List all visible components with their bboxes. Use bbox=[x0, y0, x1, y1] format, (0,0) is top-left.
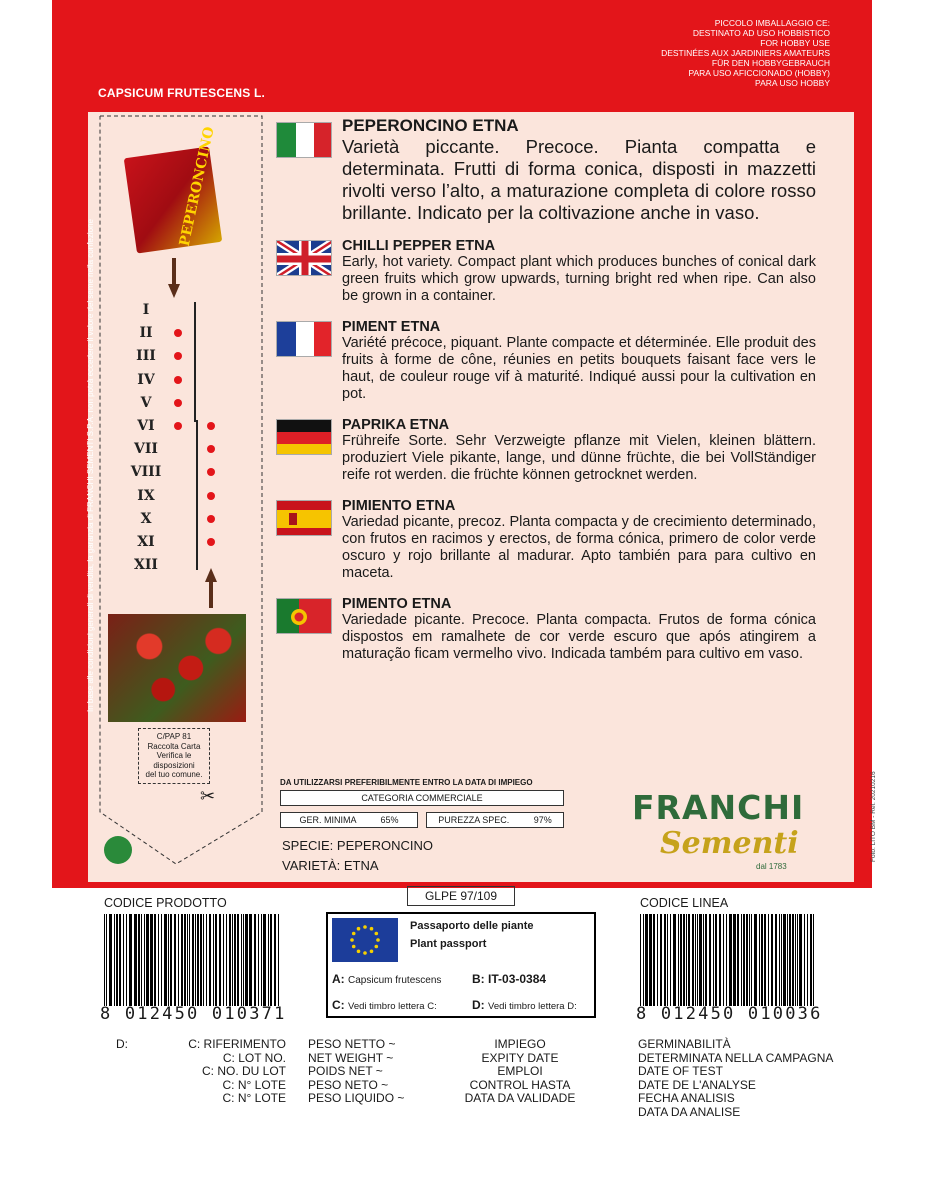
col2-line: PESO NETTO ~ bbox=[308, 1037, 396, 1051]
barcode-bar bbox=[223, 914, 224, 1006]
month-IX: IX bbox=[137, 487, 155, 504]
col2-line: PESO NETO ~ bbox=[308, 1077, 389, 1092]
product-barcode-digits: 8 012450 010371 bbox=[100, 1004, 287, 1024]
barcode-bar bbox=[649, 914, 650, 1006]
passport-a-label: A: bbox=[332, 972, 345, 986]
col4-line: DATA DA ANALISE bbox=[638, 1104, 741, 1119]
month-XI: XI bbox=[137, 534, 155, 550]
barcode-bar bbox=[751, 914, 753, 1006]
barcode-bar bbox=[741, 914, 742, 1006]
col2-line: PESO LIQUIDO ~ bbox=[308, 1091, 405, 1105]
barcode-bar bbox=[144, 914, 146, 1006]
barcode-bar bbox=[759, 914, 760, 1006]
barcode-bar bbox=[168, 914, 169, 1006]
col3-line: EXPITY DATE bbox=[481, 1050, 559, 1065]
barcode-bar bbox=[667, 914, 668, 1006]
barcode-bar bbox=[749, 914, 750, 1006]
lot-labels bbox=[170, 1038, 286, 1106]
variety-description-es: Variedad picante, precoz. Planta compacta y de crecimiento determinado, con frutos en racimos y erectos, de forma cónica, primero de color verde oscuro y rojo brillante al madurar. Apto también para para cultivo en maceta. bbox=[342, 514, 816, 581]
barcode-bar bbox=[746, 914, 748, 1006]
barcode-bar bbox=[705, 914, 707, 1006]
barcode-bar bbox=[209, 914, 211, 1006]
barcode-bar bbox=[141, 914, 142, 1006]
variety-title-en: CHILLI PEPPER ETNA bbox=[342, 238, 496, 254]
product-code-label: CODICE PRODOTTO bbox=[104, 896, 227, 910]
barcode-bar bbox=[761, 914, 763, 1006]
barcode-bar bbox=[203, 914, 204, 1006]
lang-block-pt bbox=[276, 596, 816, 663]
barcode-bar bbox=[134, 914, 135, 1006]
col1-line: C: RIFERIMENTO bbox=[188, 1037, 286, 1051]
barcode-bar bbox=[754, 914, 756, 1006]
col4-line: DATE OF TEST bbox=[638, 1064, 723, 1078]
month-VII: VII bbox=[134, 441, 158, 458]
barcode-bar bbox=[699, 914, 701, 1006]
col3-line: CONTROL HASTA bbox=[469, 1077, 571, 1092]
barcode-bar bbox=[181, 914, 183, 1006]
date-labels bbox=[450, 1038, 590, 1106]
recycle-line: Verifica le bbox=[156, 751, 192, 760]
col1-line: C: N° LOTE bbox=[222, 1091, 286, 1105]
barcode-bar bbox=[184, 914, 186, 1006]
recycle-line: C/PAP 81 bbox=[156, 732, 192, 741]
barcode-bar bbox=[787, 914, 788, 1006]
barcode-bar bbox=[807, 914, 809, 1006]
peppers-photo bbox=[108, 614, 246, 722]
barcode-bar bbox=[743, 914, 745, 1006]
flag-es-icon bbox=[276, 500, 332, 536]
lang-block-es bbox=[276, 498, 816, 582]
pack-label: PEPERONCINO bbox=[176, 125, 218, 248]
month-I: I bbox=[142, 302, 150, 318]
harvest-line bbox=[196, 420, 198, 570]
barcode-bar bbox=[789, 914, 791, 1006]
barcode-bar bbox=[213, 914, 214, 1006]
barcode-bar bbox=[123, 914, 124, 1006]
barcode-bar bbox=[645, 914, 647, 1006]
passport-b-value: IT-03-0384 bbox=[488, 972, 547, 986]
barcode-bar bbox=[104, 914, 105, 1006]
barcode-bar bbox=[187, 914, 188, 1006]
barcode-bar bbox=[151, 914, 153, 1006]
month-II: II bbox=[139, 325, 153, 342]
barcode-bar bbox=[158, 914, 159, 1006]
col3-line: DATA DA VALIDADE bbox=[464, 1091, 576, 1105]
col4-line: FECHA ANALISIS bbox=[638, 1091, 735, 1105]
harvest-dot bbox=[207, 538, 215, 546]
hobby-line: PICCOLO IMBALLAGGIO CE: bbox=[714, 18, 830, 28]
col2-line: NET WEIGHT ~ bbox=[308, 1050, 394, 1065]
hobby-line: DESTINATO AD USO HOBBISTICO bbox=[692, 28, 830, 38]
barcode-bar bbox=[249, 914, 250, 1006]
barcode-bar bbox=[229, 914, 231, 1006]
warranty-note: In base alle condizioni generali di vendita, la garanzia di FRANCHI SEMENTI S.P.A. non potrà eccedere il valore del seme nella confezione bbox=[86, 218, 95, 712]
barcode-bar bbox=[232, 914, 233, 1006]
barcode-bar bbox=[783, 914, 785, 1006]
month-VIII: VIII bbox=[130, 464, 162, 481]
barcode-bar bbox=[274, 914, 276, 1006]
sowing-dot bbox=[174, 376, 182, 384]
barcode-bar bbox=[270, 914, 272, 1006]
month-XII: XII bbox=[134, 557, 158, 574]
barcode-bar bbox=[254, 914, 256, 1006]
barcode-bar bbox=[697, 914, 699, 1006]
barcode-bar bbox=[215, 914, 217, 1006]
recycle-line: Raccolta Carta bbox=[147, 741, 201, 751]
barcode-bar bbox=[129, 914, 131, 1006]
barcode-bar bbox=[195, 914, 196, 1006]
passport-c-label: C: bbox=[332, 998, 345, 1012]
germination-value: 65% bbox=[380, 815, 399, 825]
scissors-icon: ✂ bbox=[200, 786, 216, 806]
barcode-bar bbox=[664, 914, 666, 1006]
barcode-bar bbox=[146, 914, 148, 1006]
variety-description-pt: Variedade picante. Precoce. Planta compacta. Frutos de forma cónica dispostos em ramalhete de cor verde escuro que após atingirem a maturação ficam vermelho vivo. Indicada também para cultivo em vaso. bbox=[342, 612, 816, 662]
barcode-bar bbox=[695, 914, 696, 1006]
barcode-bar bbox=[660, 914, 662, 1006]
barcode-bar bbox=[810, 914, 812, 1006]
analysis-labels bbox=[638, 1038, 833, 1119]
barcode-bar bbox=[268, 914, 269, 1006]
barcode-bar bbox=[764, 914, 766, 1006]
barcode-bar bbox=[109, 914, 111, 1006]
barcode-bar bbox=[106, 914, 108, 1006]
variety-title-it: PEPERONCINO ETNA bbox=[342, 116, 519, 135]
brand-name: FRANCHI bbox=[632, 788, 805, 827]
barcode-bar bbox=[709, 914, 711, 1006]
barcode-bar bbox=[197, 914, 199, 1006]
hobby-line: FÜR DEN HOBBYGEBRAUCH bbox=[711, 58, 830, 68]
barcode-bar bbox=[781, 914, 783, 1006]
barcode-bar bbox=[138, 914, 140, 1006]
recycle-line: disposizioni bbox=[153, 760, 195, 770]
harvest-dot bbox=[207, 422, 215, 430]
barcode-bar bbox=[261, 914, 263, 1006]
barcode-bar bbox=[114, 914, 115, 1006]
barcode-bar bbox=[680, 914, 682, 1006]
franchi-logo bbox=[632, 788, 822, 878]
hobby-use-notice bbox=[661, 18, 830, 88]
harvest-dot bbox=[207, 515, 215, 523]
barcode-bar bbox=[792, 914, 794, 1006]
barcode-bar bbox=[258, 914, 259, 1006]
barcode-bar bbox=[150, 914, 151, 1006]
hobby-line: PARA USO HOBBY bbox=[755, 78, 830, 88]
green-dot-icon bbox=[104, 836, 132, 864]
barcode-bar bbox=[178, 914, 179, 1006]
barcode-bar bbox=[116, 914, 118, 1006]
barcode-bar bbox=[726, 914, 728, 1006]
sowing-line bbox=[194, 302, 196, 422]
barcode-bar bbox=[119, 914, 121, 1006]
barcode-bar bbox=[729, 914, 731, 1006]
variety-line: VARIETÀ: ETNA bbox=[282, 858, 379, 873]
barcode-bar bbox=[692, 914, 694, 1006]
barcode-bar bbox=[640, 914, 641, 1006]
barcode-bar bbox=[688, 914, 690, 1006]
print-reference: Foto: LITO BM - Rel. 20210216 bbox=[870, 771, 877, 862]
barcode-bar bbox=[154, 914, 156, 1006]
sowing-dot bbox=[174, 399, 182, 407]
barcode-bar bbox=[715, 914, 717, 1006]
barcode-bar bbox=[683, 914, 685, 1006]
eu-flag-icon bbox=[332, 918, 398, 962]
hobby-line: PARA USO AFICCIONADO (HOBBY) bbox=[688, 68, 830, 78]
passport-a-value: Capsicum frutescens bbox=[348, 975, 442, 986]
barcode-bar bbox=[206, 914, 208, 1006]
barcode-bar bbox=[250, 914, 252, 1006]
category-box: CATEGORIA COMMERCIALE bbox=[280, 790, 564, 806]
lang-block-en bbox=[276, 238, 816, 305]
sowing-dot bbox=[174, 422, 182, 430]
flag-en-icon bbox=[276, 240, 332, 276]
line-code-label: CODICE LINEA bbox=[640, 896, 729, 910]
glpe-code: GLPE 97/109 bbox=[407, 886, 515, 906]
barcode-bar bbox=[278, 914, 279, 1006]
barcode-bar bbox=[713, 914, 714, 1006]
barcode-bar bbox=[813, 914, 814, 1006]
brand-since: dal 1783 bbox=[756, 862, 787, 871]
barcode-bar bbox=[795, 914, 796, 1006]
barcode-bar bbox=[126, 914, 128, 1006]
variety-description-it: Varietà piccante. Precoce. Pianta compatta e determinata. Frutti di forma conica, disposti in mazzetti rivolti verso l’alto, a maturazione completa di colore rosso brillante. Indicato per la coltivazione anche in vaso. bbox=[342, 136, 816, 223]
col3-line: IMPIEGO bbox=[494, 1037, 546, 1051]
col3-line: EMPLOI bbox=[497, 1064, 543, 1078]
flag-it-icon bbox=[276, 122, 332, 158]
arrow-down-icon bbox=[168, 258, 180, 298]
brand-script: Sementi bbox=[660, 826, 799, 861]
col4-line: DATE DE L'ANALYSE bbox=[638, 1077, 756, 1092]
purity-value: 97% bbox=[533, 815, 552, 825]
harvest-dot bbox=[207, 492, 215, 500]
barcode-bar bbox=[219, 914, 221, 1006]
barcode-bar bbox=[686, 914, 687, 1006]
barcode-bar bbox=[170, 914, 172, 1006]
barcode-bar bbox=[678, 914, 679, 1006]
recycle-line: del tuo comune. bbox=[145, 770, 203, 779]
barcode-bar bbox=[650, 914, 652, 1006]
purity-label: PUREZZA SPEC. bbox=[438, 815, 510, 825]
passport-title-it: Passaporto delle piante bbox=[410, 920, 534, 932]
barcode-bar bbox=[241, 914, 242, 1006]
hobby-line: DESTINÉES AUX JARDINIERS AMATEURS bbox=[661, 48, 830, 58]
barcode-bar bbox=[734, 914, 736, 1006]
hobby-line: FOR HOBBY USE bbox=[760, 38, 830, 48]
specie-line: SPECIE: PEPERONCINO bbox=[282, 838, 433, 853]
bottom-d-label: D: bbox=[116, 1037, 128, 1051]
variety-description-fr: Variété précoce, piquant. Plante compacte et déterminée. Elle produit des fruits à forme de cône, réunies en petits bouquets faisant face vers le haut, de couleur rouge vif à maturité. Indiqué aussi pour la cultivation en pot. bbox=[342, 335, 816, 402]
passport-d-label: D: bbox=[472, 998, 485, 1012]
use-by-note: DA UTILIZZARSI PREFERIBILMENTE ENTRO LA DATA DI IMPIEGO bbox=[280, 778, 533, 787]
barcode-bar bbox=[643, 914, 645, 1006]
month-VI: VI bbox=[137, 418, 155, 434]
passport-title-en: Plant passport bbox=[410, 938, 487, 950]
seed-pack-thumbnail bbox=[124, 125, 223, 253]
barcode-bar bbox=[737, 914, 739, 1006]
product-barcode bbox=[104, 914, 280, 1006]
barcode-bar bbox=[670, 914, 672, 1006]
barcode-bar bbox=[135, 914, 137, 1006]
month-V: V bbox=[140, 394, 152, 411]
line-barcode bbox=[640, 914, 816, 1006]
variety-title-fr: PIMENT ETNA bbox=[342, 319, 441, 335]
arrow-up-icon bbox=[205, 568, 217, 608]
barcode-bar bbox=[673, 914, 675, 1006]
variety-title-de: PAPRIKA ETNA bbox=[342, 417, 450, 433]
col2-line: POIDS NET ~ bbox=[308, 1064, 383, 1078]
lang-block-fr bbox=[276, 319, 816, 403]
barcode-bar bbox=[245, 914, 247, 1006]
barcode-bar bbox=[237, 914, 239, 1006]
barcode-bar bbox=[189, 914, 191, 1006]
col1-line: C: N° LOTE bbox=[222, 1077, 286, 1092]
flag-fr-icon bbox=[276, 321, 332, 357]
barcode-bar bbox=[174, 914, 176, 1006]
barcode-bar bbox=[719, 914, 721, 1006]
barcode-bar bbox=[243, 914, 245, 1006]
barcode-bar bbox=[797, 914, 799, 1006]
month-III: III bbox=[136, 348, 156, 365]
barcode-bar bbox=[771, 914, 773, 1006]
weight-labels bbox=[308, 1038, 404, 1106]
barcode-bar bbox=[723, 914, 724, 1006]
barcode-bar bbox=[733, 914, 734, 1006]
barcode-bar bbox=[200, 914, 202, 1006]
variety-title-pt: PIMENTO ETNA bbox=[342, 596, 452, 612]
variety-description-en: Early, hot variety. Compact plant which produces bunches of conical dark green fruits which grow upwards, turning bright red when ripe. Can also be grown in a container. bbox=[342, 254, 816, 304]
recycle-info bbox=[138, 728, 210, 784]
col4-line: DETERMINATA NELLA CAMPAGNA bbox=[638, 1050, 834, 1065]
purity-box bbox=[426, 812, 564, 828]
barcode-bar bbox=[164, 914, 166, 1006]
variety-title-es: PIMIENTO ETNA bbox=[342, 498, 456, 514]
flag-de-icon bbox=[276, 419, 332, 455]
col4-line: GERMINABILITÀ bbox=[638, 1037, 731, 1051]
barcode-bar bbox=[657, 914, 658, 1006]
barcode-bar bbox=[226, 914, 228, 1006]
line-barcode-digits: 8 012450 010036 bbox=[636, 1004, 823, 1024]
barcode-bar bbox=[775, 914, 777, 1006]
barcode-bar bbox=[161, 914, 163, 1006]
month-IV: IV bbox=[137, 371, 155, 388]
barcode-bar bbox=[804, 914, 805, 1006]
barcode-bar bbox=[263, 914, 265, 1006]
descriptions bbox=[276, 116, 816, 677]
col1-line: C: NO. DU LOT bbox=[201, 1064, 286, 1078]
lang-block-de bbox=[276, 417, 816, 484]
passport-d-value: Vedi timbro lettera D: bbox=[488, 1001, 577, 1012]
germination-box bbox=[280, 812, 418, 828]
barcode-bar bbox=[799, 914, 801, 1006]
flag-pt-icon bbox=[276, 598, 332, 634]
variety-description-de: Frühreife Sorte. Sehr Verzweigte pflanze mit Vielen, kleinen blättern. produziert Viele pikante, lange, und dünne früchte, die bei VollStändiger reife rot werden. die früchte können getrocknet werden. bbox=[342, 433, 816, 483]
barcode-bar bbox=[779, 914, 780, 1006]
col1-line: C: LOT NO. bbox=[222, 1050, 286, 1065]
germination-label: GER. MINIMA bbox=[299, 815, 356, 825]
month-X: X bbox=[140, 510, 152, 527]
lang-block-it bbox=[276, 116, 816, 224]
barcode-bar bbox=[192, 914, 194, 1006]
species-name: CAPSICUM FRUTESCENS L. bbox=[98, 86, 266, 100]
barcode-bar bbox=[768, 914, 769, 1006]
barcode-bar bbox=[703, 914, 704, 1006]
barcode-bar bbox=[234, 914, 236, 1006]
plant-passport bbox=[326, 912, 596, 1018]
barcode-bar bbox=[653, 914, 655, 1006]
passport-c-value: Vedi timbro lettera C: bbox=[348, 1001, 437, 1012]
passport-b-label: B: bbox=[472, 972, 485, 986]
